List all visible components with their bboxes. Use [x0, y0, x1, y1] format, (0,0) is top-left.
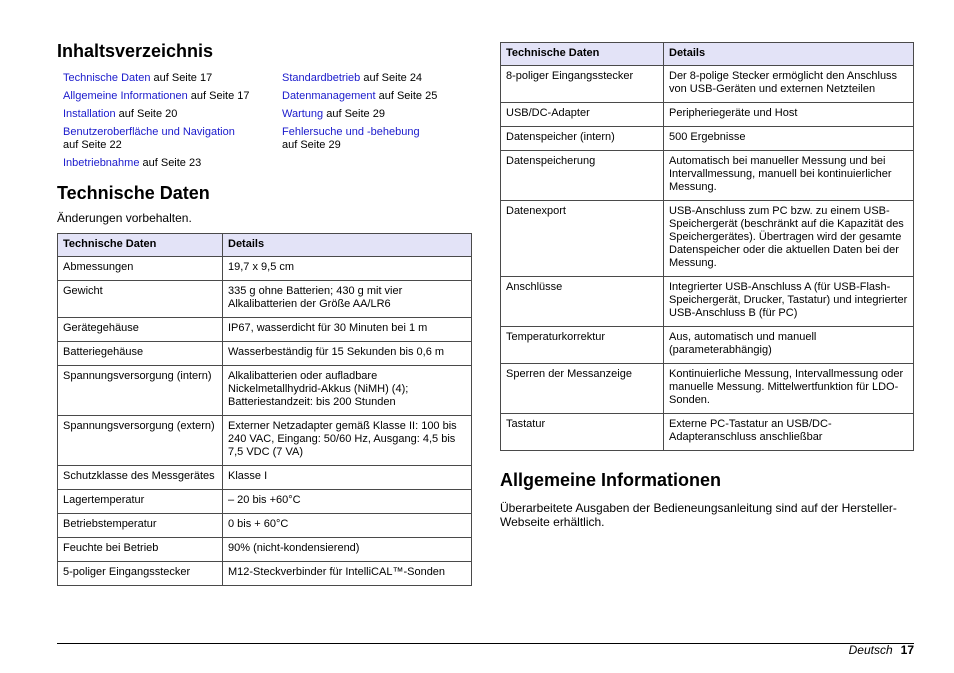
table-cell-value: USB-Anschluss zum PC bzw. zu einem USB-Speichergerät (beschränkt auf die Kapazität des Speichergerätes). Übertragen wird der gesamte Datenspeicher oder die aktuellen Daten bei der Messung. — [664, 201, 914, 277]
toc-entry — [63, 90, 273, 103]
specs-table-right — [500, 42, 914, 451]
toc-page-ref: auf Seite 23 — [139, 157, 202, 169]
table-cell-label: Batteriegehäuse — [58, 342, 223, 366]
toc-entry — [282, 72, 492, 85]
table-cell-value: 19,7 x 9,5 cm — [223, 257, 472, 281]
column-header: Technische Daten — [58, 234, 223, 257]
column-header: Details — [223, 234, 472, 257]
table-cell-label: Datenexport — [501, 201, 664, 277]
table-cell-label: Spannungsversorgung (intern) — [58, 366, 223, 416]
left-column — [57, 40, 472, 586]
table-row — [58, 562, 472, 586]
table-cell-value: Aus, automatisch und manuell (parameterabhängig) — [664, 327, 914, 364]
table-row — [58, 416, 472, 466]
section-title-allgemeine-informationen: Allgemeine Informationen — [500, 470, 722, 490]
table-cell-label: Feuchte bei Betrieb — [58, 538, 223, 562]
toc-link-allgemeine-informationen[interactable]: Allgemeine Informationen — [63, 90, 188, 102]
table-row — [501, 127, 914, 151]
table-row — [501, 414, 914, 451]
table-cell-value: 500 Ergebnisse — [664, 127, 914, 151]
table-row — [58, 281, 472, 318]
table-cell-label: Betriebstemperatur — [58, 514, 223, 538]
table-cell-value: Wasserbeständig für 15 Sekunden bis 0,6 m — [223, 342, 472, 366]
toc-column-right — [282, 72, 492, 157]
toc-link-technische-daten[interactable]: Technische Daten — [63, 72, 151, 84]
toc-page-ref: auf Seite 17 — [150, 72, 213, 84]
toc-entry — [63, 108, 273, 121]
column-header: Technische Daten — [501, 43, 664, 66]
section-title-technische-daten: Technische Daten — [57, 183, 210, 203]
table-cell-value: Klasse I — [223, 466, 472, 490]
table-header-row — [501, 43, 914, 66]
footer-language: Deutsch — [848, 643, 893, 657]
toc-link-wartung[interactable]: Wartung — [282, 108, 324, 120]
table-cell-value: Externe PC-Tastatur an USB/DC-Adapteranschluss anschließbar — [664, 414, 914, 451]
page-number: 17 — [900, 643, 914, 657]
table-cell-value: 90% (nicht-kondensierend) — [223, 538, 472, 562]
table-cell-label: Gerätegehäuse — [58, 318, 223, 342]
table-row — [501, 151, 914, 201]
table-cell-label: Datenspeicher (intern) — [501, 127, 664, 151]
table-row — [501, 201, 914, 277]
column-header: Details — [664, 43, 914, 66]
toc-column-left — [63, 72, 273, 175]
toc-entry — [63, 126, 273, 152]
table-cell-label: 8-poliger Eingangsstecker — [501, 66, 664, 103]
table-cell-value: 335 g ohne Batterien; 430 g mit vier Alkalibatterien der Größe AA/LR6 — [223, 281, 472, 318]
table-row — [501, 277, 914, 327]
toc-page-ref: auf Seite 24 — [360, 72, 423, 84]
table-cell-value: – 20 bis +60°C — [223, 490, 472, 514]
table-cell-label: Lagertemperatur — [58, 490, 223, 514]
table-cell-value: Integrierter USB-Anschluss A (für USB-Flash-Speichergerät, Drucker, Tastatur) und integrierter USB-Anschluss B (für PC) — [664, 277, 914, 327]
table-cell-value: M12-Steckverbinder für IntelliCAL™-Sonden — [223, 562, 472, 586]
table-row — [501, 66, 914, 103]
table-cell-label: Anschlüsse — [501, 277, 664, 327]
table-row — [501, 327, 914, 364]
table-cell-value: IP67, wasserdicht für 30 Minuten bei 1 m — [223, 318, 472, 342]
table-cell-value: Alkalibatterien oder aufladbare Nickelmetallhydrid-Akkus (NiMH) (4); Batteriestandzeit: bis 200 Stunden — [223, 366, 472, 416]
specs-note: Änderungen vorbehalten. — [57, 211, 192, 225]
table-row — [58, 318, 472, 342]
table-header-row — [58, 234, 472, 257]
table-of-contents — [57, 72, 472, 182]
toc-link-installation[interactable]: Installation — [63, 108, 116, 120]
table-row — [58, 514, 472, 538]
table-row — [58, 366, 472, 416]
table-cell-label: Sperren der Messanzeige — [501, 364, 664, 414]
toc-entry — [282, 108, 492, 121]
table-row — [58, 257, 472, 281]
table-cell-value: Peripheriegeräte und Host — [664, 103, 914, 127]
table-cell-label: Temperaturkorrektur — [501, 327, 664, 364]
table-cell-value: Der 8-polige Stecker ermöglicht den Anschluss von USB-Geräten und externen Netzteilen — [664, 66, 914, 103]
table-row — [501, 103, 914, 127]
table-cell-value: 0 bis + 60°C — [223, 514, 472, 538]
toc-page-ref: auf Seite 29 — [323, 108, 385, 120]
toc-link-standardbetrieb[interactable]: Standardbetrieb — [282, 72, 361, 84]
toc-page-ref: auf Seite 20 — [115, 108, 178, 120]
table-row — [501, 364, 914, 414]
page-footer — [849, 643, 914, 657]
table-cell-label: Schutzklasse des Messgerätes — [58, 466, 223, 490]
table-cell-value: Kontinuierliche Messung, Intervallmessung oder manuelle Messung. Mittelwertfunktion für LDO-Sonden. — [664, 364, 914, 414]
toc-entry — [282, 126, 492, 152]
toc-entry — [63, 72, 273, 85]
table-row — [58, 466, 472, 490]
table-row — [58, 538, 472, 562]
table-row — [58, 490, 472, 514]
table-cell-value: Externer Netzadapter gemäß Klasse II: 100 bis 240 VAC, Eingang: 50/60 Hz, Ausgang: 4,5 bis 7,5 VDC (7 VA) — [223, 416, 472, 466]
table-cell-value: Automatisch bei manueller Messung und bei Intervallmessung, manuell bei kontinuierlicher Messung. — [664, 151, 914, 201]
toc-link-fehlersuche[interactable]: Fehlersuche und -behebung — [282, 126, 420, 138]
toc-page-ref: auf Seite 22 — [63, 139, 122, 151]
toc-entry — [63, 157, 273, 170]
toc-link-inbetriebnahme[interactable]: Inbetriebnahme — [63, 157, 140, 169]
table-cell-label: USB/DC-Adapter — [501, 103, 664, 127]
toc-page-ref: auf Seite 17 — [187, 90, 250, 102]
table-cell-label: 5-poliger Eingangsstecker — [58, 562, 223, 586]
toc-link-benutzeroberflaeche[interactable]: Benutzeroberfläche und Navigation — [63, 126, 235, 138]
specs-table-left — [57, 233, 472, 586]
toc-page-ref: auf Seite 25 — [375, 90, 438, 102]
table-cell-label: Spannungsversorgung (extern) — [58, 416, 223, 466]
toc-page-ref: auf Seite 29 — [282, 139, 341, 151]
right-column — [500, 42, 914, 529]
toc-title: Inhaltsverzeichnis — [57, 41, 214, 61]
general-info-section — [500, 469, 914, 529]
table-cell-label: Tastatur — [501, 414, 664, 451]
toc-entry — [282, 90, 492, 103]
footer-divider — [57, 643, 914, 644]
table-cell-label: Datenspeicherung — [501, 151, 664, 201]
toc-link-datenmanagement[interactable]: Datenmanagement — [282, 90, 376, 102]
table-row — [58, 342, 472, 366]
table-cell-label: Gewicht — [58, 281, 223, 318]
general-info-text: Überarbeitete Ausgaben der Bedieneungsanleitung sind auf der Hersteller-Webseite erhältlich. — [500, 501, 897, 529]
table-cell-label: Abmessungen — [58, 257, 223, 281]
